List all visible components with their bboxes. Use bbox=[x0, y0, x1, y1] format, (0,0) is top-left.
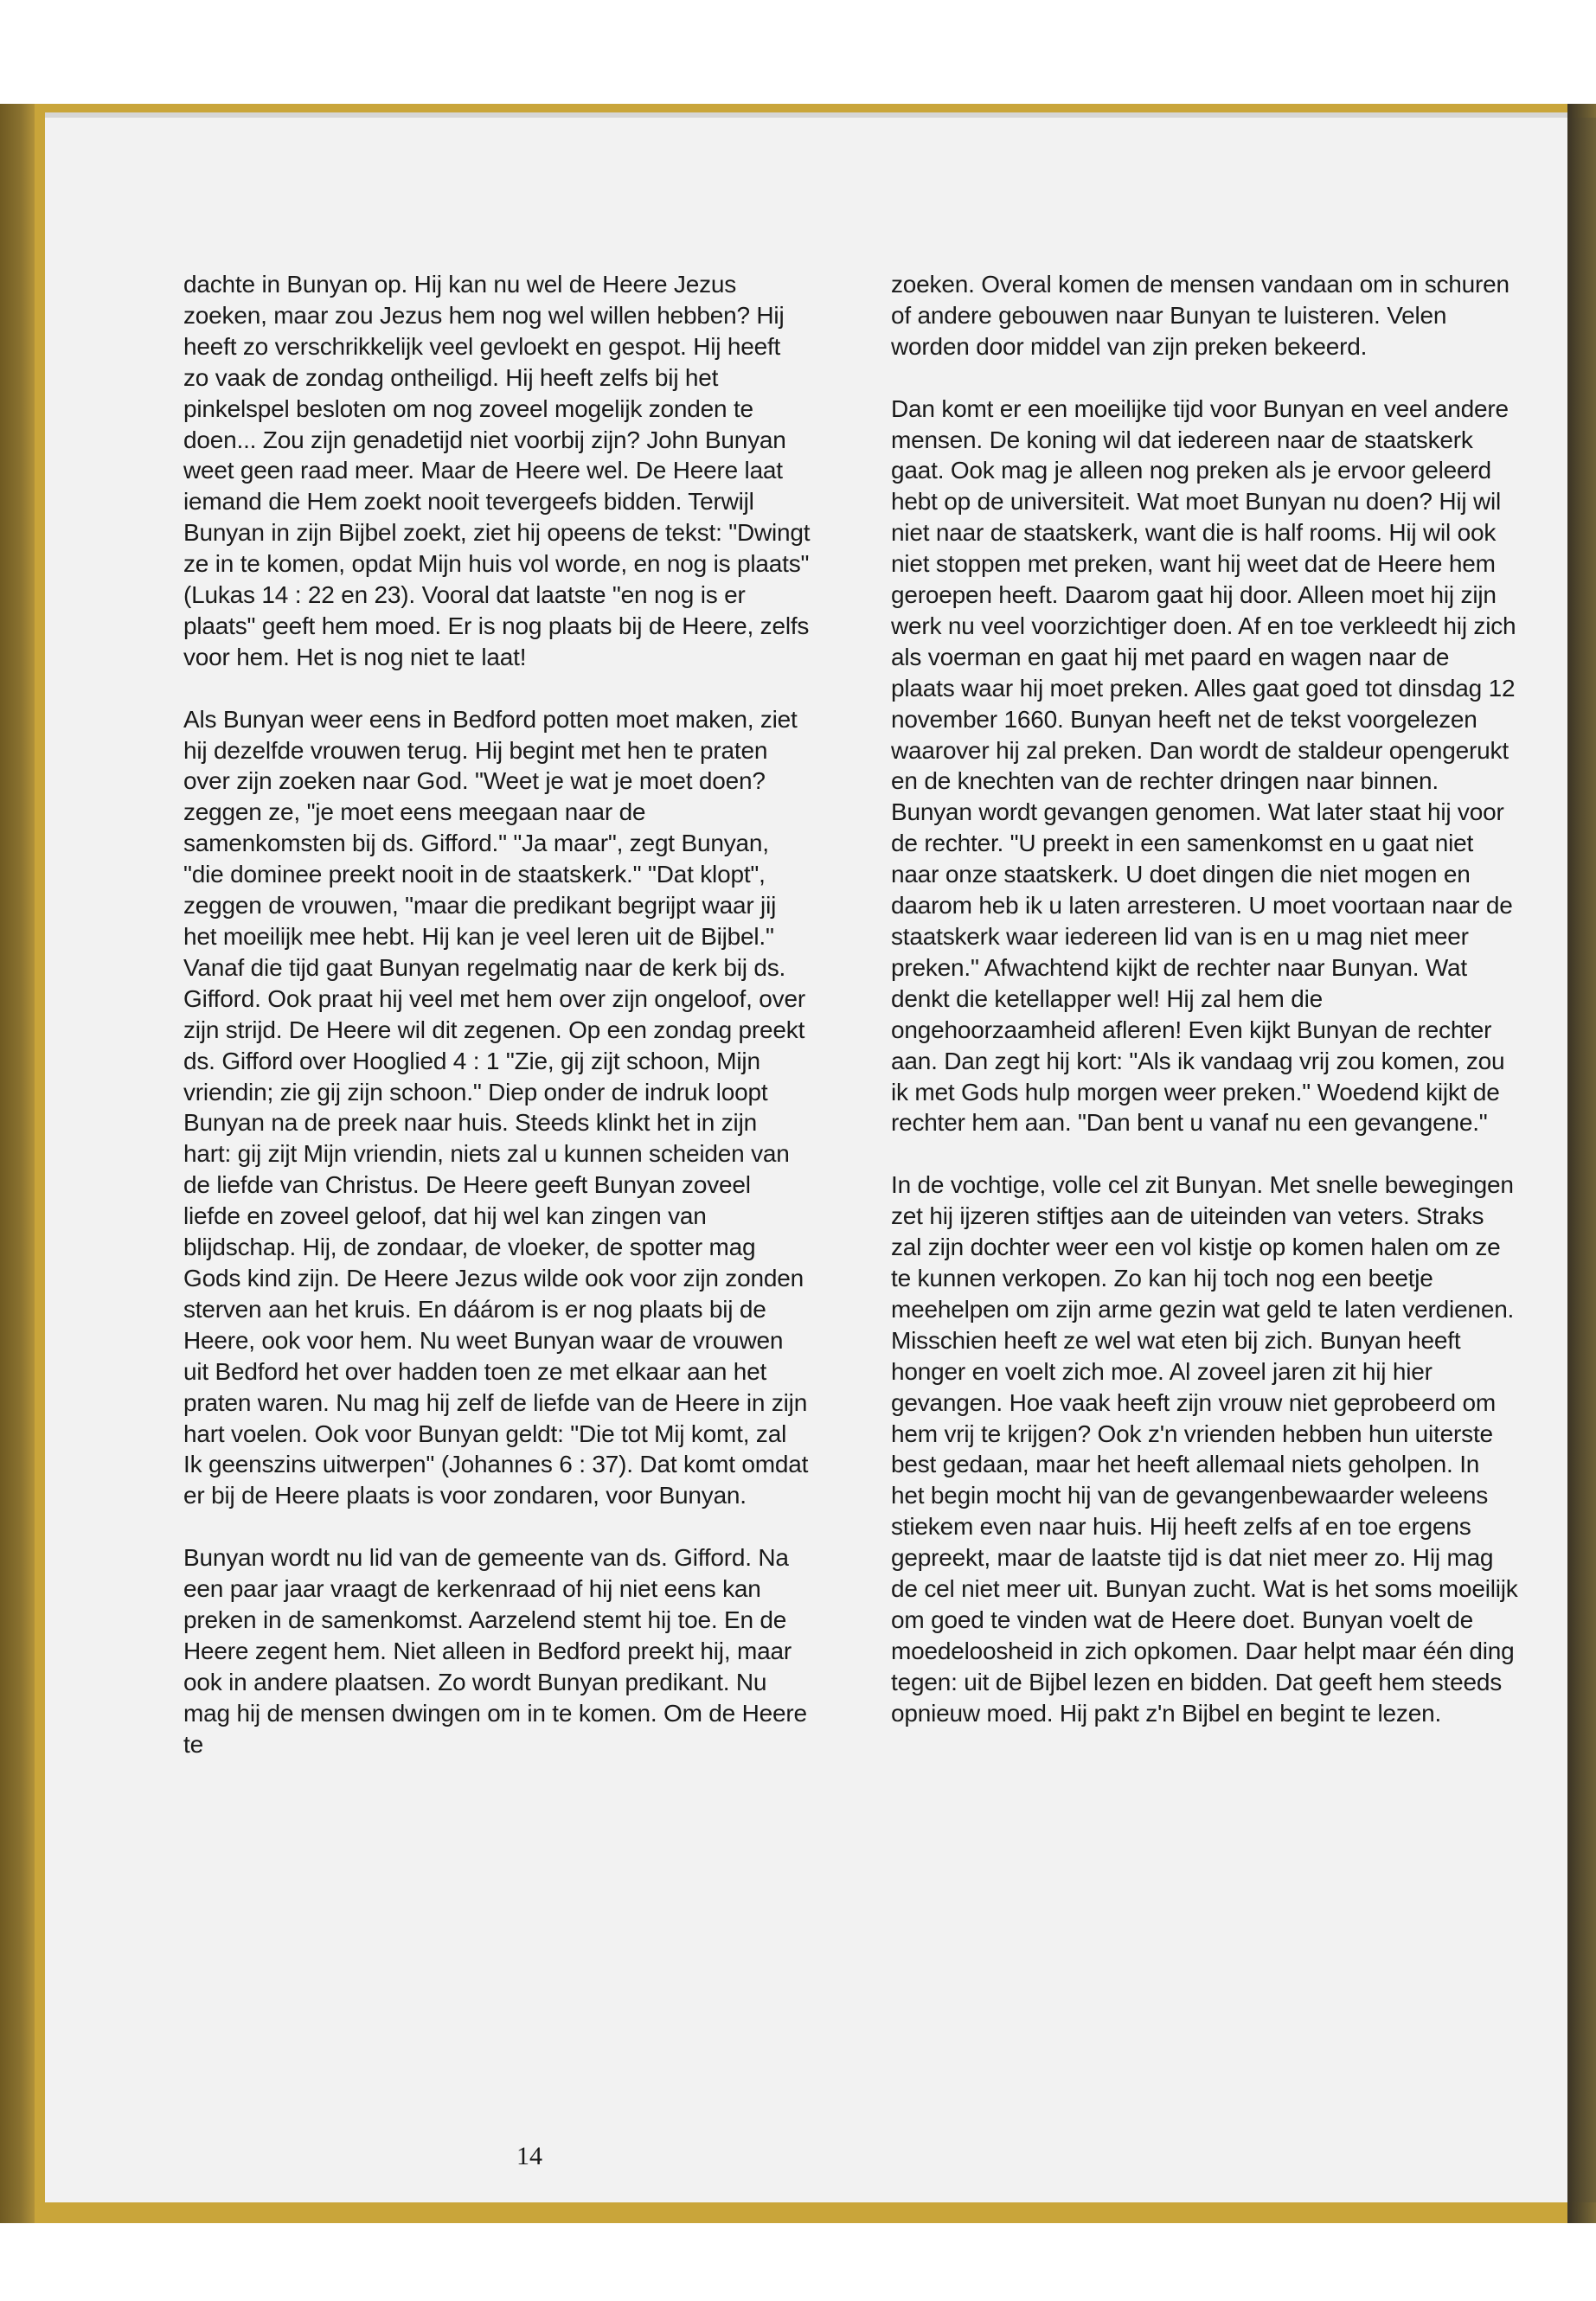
paragraph: Dan komt er een moeilijke tijd voor Bunyan en veel andere mensen. De koning wil dat iedereen naar de staatskerk gaat. Ook mag je alleen nog preken als je ervoor geleerd hebt op de universiteit. Wat moet Bunyan nu doen? Hij wil niet naar de staatskerk, want die is half rooms. Hij wil ook niet stoppen met preken, want hij weet dat de Heere hem geroepen heeft. Daarom gaat hij door. Alleen moet hij zijn werk nu veel voorzichtiger doen. Af en toe verkleedt hij zich als voerman en gaat hij met paard en wagen naar de plaats waar hij moet preken. Alles gaat goed tot dinsdag 12 november 1660. Bunyan heeft net de tekst voorgelezen waarover hij zal preken. Dan wordt de staldeur opengerukt en de knechten van de rechter dringen naar binnen. Bunyan wordt gevangen genomen. Wat later staat hij voor de rechter. "U preekt in een samenkomst en u gaat niet naar onze staatskerk. U doet dingen die niet mogen en daarom heb ik u laten arresteren. U moet voortaan naar de staatskerk waar iedereen lid van is en u mag niet meer preken." Afwachtend kijkt de rechter naar Bunyan. Wat denkt die ketellapper wel! Hij zal hem die ongehoorzaamheid afleren! Even kijkt Bunyan de rechter aan. Dan zegt hij kort: "Als ik vandaag vrij zou komen, zou ik met Gods hulp morgen weer preken." Woedend kijkt de rechter hem aan. "Dan bent u vanaf nu een gevangene." bbox=[891, 394, 1516, 1137]
left-text-column bbox=[183, 269, 811, 1791]
paragraph: In de vochtige, volle cel zit Bunyan. Met snelle bewegingen zet hij ijzeren stiftjes aan de uiteinden van veters. Straks zal zijn dochter weer een vol kistje op komen halen om ze te kunnen verkopen. Zo kan hij toch nog een beetje meehelpen om zijn arme gezin wat geld te laten verdienen. Misschien heeft ze wel wat eten bij zich. Bunyan heeft honger en voelt zich moe. Al zoveel jaren zit hij hier gevangen. Hoe vaak heeft zijn vrouw niet geprobeerd om hem vrij te krijgen? Ook z'n vrienden hebben hun uiterste best gedaan, maar het heeft allemaal niets geholpen. In het begin mocht hij van de gevangenbewaarder weleens stiekem even naar huis. Hij heeft zelfs af en toe ergens gepreekt, maar de laatste tijd is dat niet meer zo. Hij mag de cel niet meer uit. Bunyan zucht. Wat is het soms moeilijk om goed te vinden wat de Heere doet. Bunyan voelt de moedeloosheid in zich opkomen. Daar helpt maar één ding tegen: uit de Bijbel lezen en bidden. Dat geeft hem steeds opnieuw moed. Hij pakt z'n Bijbel en begint te lezen. bbox=[891, 1171, 1518, 1727]
paragraph: Als Bunyan weer eens in Bedford potten moet maken, ziet hij dezelfde vrouwen terug. Hij begint met hen te praten over zijn zoeken naar God. "Weet je wat je moet doen? zeggen ze, "je moet eens meegaan naar de samenkomsten bij ds. Gifford." "Ja maar", zegt Bunyan, "die dominee preekt nooit in de staatskerk." "Dat klopt", zeggen de vrouwen, "maar die predikant begrijpt waar jij het moeilijk mee hebt. Hij kan je veel leren uit de Bijbel." Vanaf die tijd gaat Bunyan regelmatig naar de kerk bij ds. Gifford. Ook praat hij veel met hem over zijn ongeloof, over zijn strijd. De Heere wil dit zegenen. Op een zondag preekt ds. Gifford over Hooglied 4 : 1 "Zie, gij zijt schoon, Mijn vriendin; zie gij zijn schoon." Diep onder de indruk loopt Bunyan na de preek naar huis. Steeds klinkt het in zijn hart: gij zijt Mijn vriendin, niets zal u kunnen scheiden van de liefde van Christus. De Heere geeft Bunyan zoveel liefde en zoveel geloof, dat hij wel kan zingen van blijdschap. Hij, de zondaar, de vloeker, de spotter mag Gods kind zijn. De Heere Jezus wilde ook voor zijn zonden sterven aan het kruis. En dáárom is er nog plaats bij de Heere, ook voor hem. Nu weet Bunyan waar de vrouwen uit Bedford het over hadden toen ze met elkaar aan het praten waren. Nu mag hij zelf de liefde van de Heere in zijn hart voelen. Ook voor Bunyan geldt: "Die tot Mij komt, zal Ik geenszins uitwerpen" (Johannes 6 : 37). Dat komt omdat er bij de Heere plaats is voor zondaren, voor Bunyan. bbox=[183, 705, 809, 1509]
page-gutter-shadow bbox=[1567, 118, 1596, 2202]
page-number: 14 bbox=[516, 2142, 542, 2170]
paragraph: dachte in Bunyan op. Hij kan nu wel de Heere Jezus zoeken, maar zou Jezus hem nog wel willen hebben? Hij heeft zo verschrikkelijk veel gevloekt en gespot. Hij heeft zo vaak de zondag ontheiligd. Hij heeft zelfs bij het pinkelspel besloten om nog zoveel mogelijk zonden te doen... Zou zijn genadetijd niet voorbij zijn? John Bunyan weet geen raad meer. Maar de Heere wel. De Heere laat iemand die Hem zoekt nooit tevergeefs bidden. Terwijl Bunyan in zijn Bijbel zoekt, ziet hij opeens de tekst: "Dwingt ze in te komen, opdat Mijn huis vol worde, en nog is plaats" (Lukas 14 : 22 en 23). Vooral dat laatste "en nog is er plaats" geeft hem moed. Er is nog plaats bij de Heere, zelfs voor hem. Het is nog niet te laat! bbox=[183, 271, 811, 670]
book-spine-edge bbox=[0, 104, 35, 2223]
book-page bbox=[45, 112, 1567, 2202]
paragraph: Bunyan wordt nu lid van de gemeente van ds. Gifford. Na een paar jaar vraagt de kerkenraad of hij niet eens kan preken in de samenkomst. Aarzelend stemt hij toe. En de Heere zegent hem. Niet alleen in Bedford preekt hij, maar ook in andere plaatsen. Zo wordt Bunyan predikant. Nu mag hij de mensen dwingen om in te komen. Om de Heere te bbox=[183, 1544, 807, 1758]
right-text-column bbox=[891, 269, 1518, 1759]
paragraph: zoeken. Overal komen de mensen vandaan om in schuren of andere gebouwen naar Bunyan te luisteren. Velen worden door middel van zijn preken bekeerd. bbox=[891, 271, 1509, 360]
